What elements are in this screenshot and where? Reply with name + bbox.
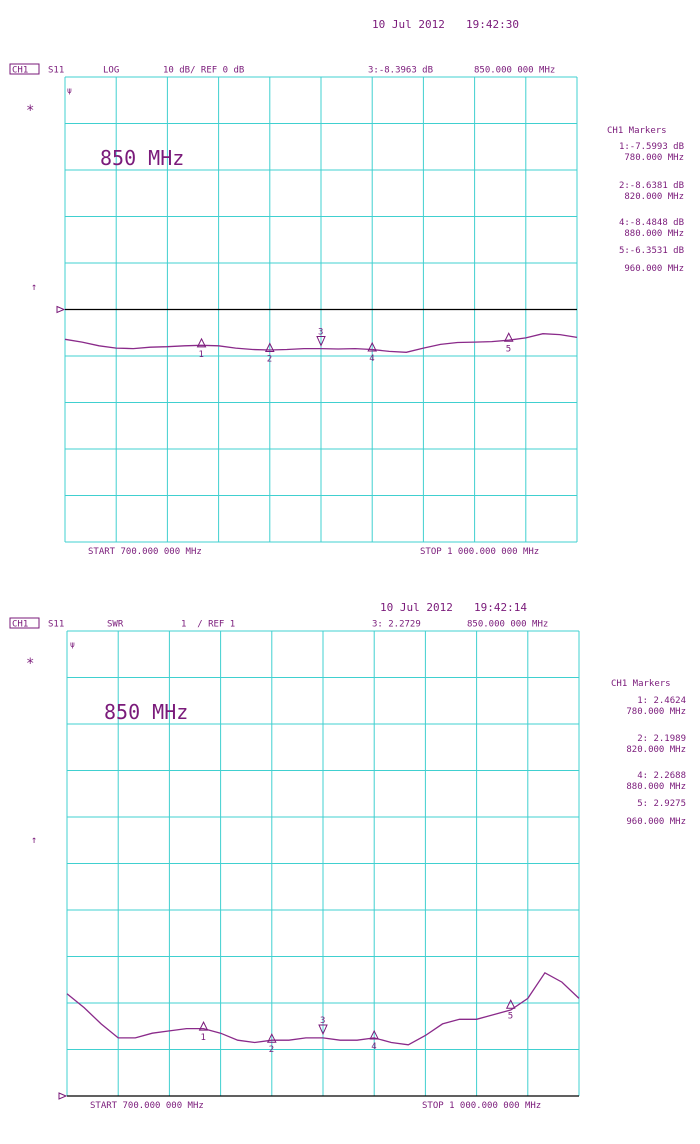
scale-label: 1 / REF 1 xyxy=(181,619,236,630)
marker-number-label: 5 xyxy=(505,344,512,355)
marker-1-value: 1: 2.4624 xyxy=(637,696,686,706)
active-marker-readout: 3:-8.3963 dB xyxy=(368,65,434,76)
start-frequency-label: START 700.000 000 MHz xyxy=(88,547,202,557)
reference-position-icon xyxy=(59,1093,66,1099)
panel-date: 10 Jul 2012 xyxy=(372,18,445,31)
star-marker: * xyxy=(26,103,35,119)
format-label: LOG xyxy=(103,65,120,76)
reference-arrow: ↑ xyxy=(31,282,38,293)
marker-5-value: 5:-6.3531 dB xyxy=(618,246,684,256)
marker-5-frequency: 960.000 MHz xyxy=(626,817,686,827)
frequency-annotation: 850 MHz xyxy=(104,700,189,724)
marker-4-frequency: 880.000 MHz xyxy=(626,782,686,792)
star-marker: * xyxy=(26,656,35,672)
param-label: S11 xyxy=(48,619,65,630)
marker-triangle-icon xyxy=(507,1000,515,1008)
channel-label: CH1 xyxy=(12,65,29,76)
marker-5-frequency: 960.000 MHz xyxy=(624,264,684,274)
marker-table-title: CH1 Markers xyxy=(611,679,671,689)
corner-mark: ψ xyxy=(67,86,72,95)
marker-number-label: 4 xyxy=(369,354,375,365)
panel-time: 19:42:30 xyxy=(466,18,519,31)
start-frequency-label: START 700.000 000 MHz xyxy=(90,1101,204,1111)
active-marker-readout: 3: 2.2729 xyxy=(372,619,421,630)
panel-swr xyxy=(10,601,686,1111)
marker-1-frequency: 780.000 MHz xyxy=(624,153,684,163)
marker-1 xyxy=(198,339,206,360)
marker-table-title: CH1 Markers xyxy=(607,126,667,136)
reference-arrow: ↑ xyxy=(31,835,38,846)
marker-table xyxy=(607,126,684,274)
marker-5 xyxy=(505,333,513,354)
marker-number-label: 3 xyxy=(318,327,324,338)
marker-number-label: 4 xyxy=(371,1041,377,1052)
format-label: SWR xyxy=(107,619,124,630)
marker-4-value: 4: 2.2688 xyxy=(637,771,686,781)
stop-frequency-label: STOP 1 000.000 000 MHz xyxy=(420,547,540,557)
plot-area xyxy=(59,973,579,1099)
marker-number-label: 5 xyxy=(507,1011,514,1022)
marker-2-value: 2:-8.6381 dB xyxy=(618,181,684,191)
panel-time: 19:42:14 xyxy=(474,601,527,614)
panel-log xyxy=(10,18,684,557)
marker-number-label: 1 xyxy=(198,349,204,360)
stop-frequency-label: STOP 1 000.000 000 MHz xyxy=(422,1101,542,1111)
marker-4-frequency: 880.000 MHz xyxy=(624,229,684,239)
marker-number-label: 3 xyxy=(320,1015,326,1026)
marker-1 xyxy=(200,1022,208,1043)
marker-number-label: 2 xyxy=(268,1045,275,1056)
marker-1-frequency: 780.000 MHz xyxy=(626,707,686,717)
active-marker-frequency: 850.000 000 MHz xyxy=(467,619,549,630)
marker-2-value: 2: 2.1989 xyxy=(637,734,686,744)
corner-mark: ψ xyxy=(70,640,75,649)
marker-5-value: 5: 2.9275 xyxy=(637,799,686,809)
marker-table xyxy=(611,679,686,827)
marker-4-value: 4:-8.4848 dB xyxy=(618,218,684,228)
marker-2-frequency: 820.000 MHz xyxy=(624,192,684,202)
panel-date: 10 Jul 2012 xyxy=(380,601,453,614)
channel-label: CH1 xyxy=(12,619,29,630)
marker-2-frequency: 820.000 MHz xyxy=(626,745,686,755)
reference-position-icon xyxy=(57,307,64,313)
active-marker-frequency: 850.000 000 MHz xyxy=(474,65,556,76)
marker-number-label: 1 xyxy=(200,1033,206,1044)
marker-1-value: 1:-7.5993 dB xyxy=(618,142,684,152)
param-label: S11 xyxy=(48,65,65,76)
scale-label: 10 dB/ REF 0 dB xyxy=(163,65,245,76)
marker-number-label: 2 xyxy=(266,354,273,365)
frequency-annotation: 850 MHz xyxy=(100,146,185,170)
